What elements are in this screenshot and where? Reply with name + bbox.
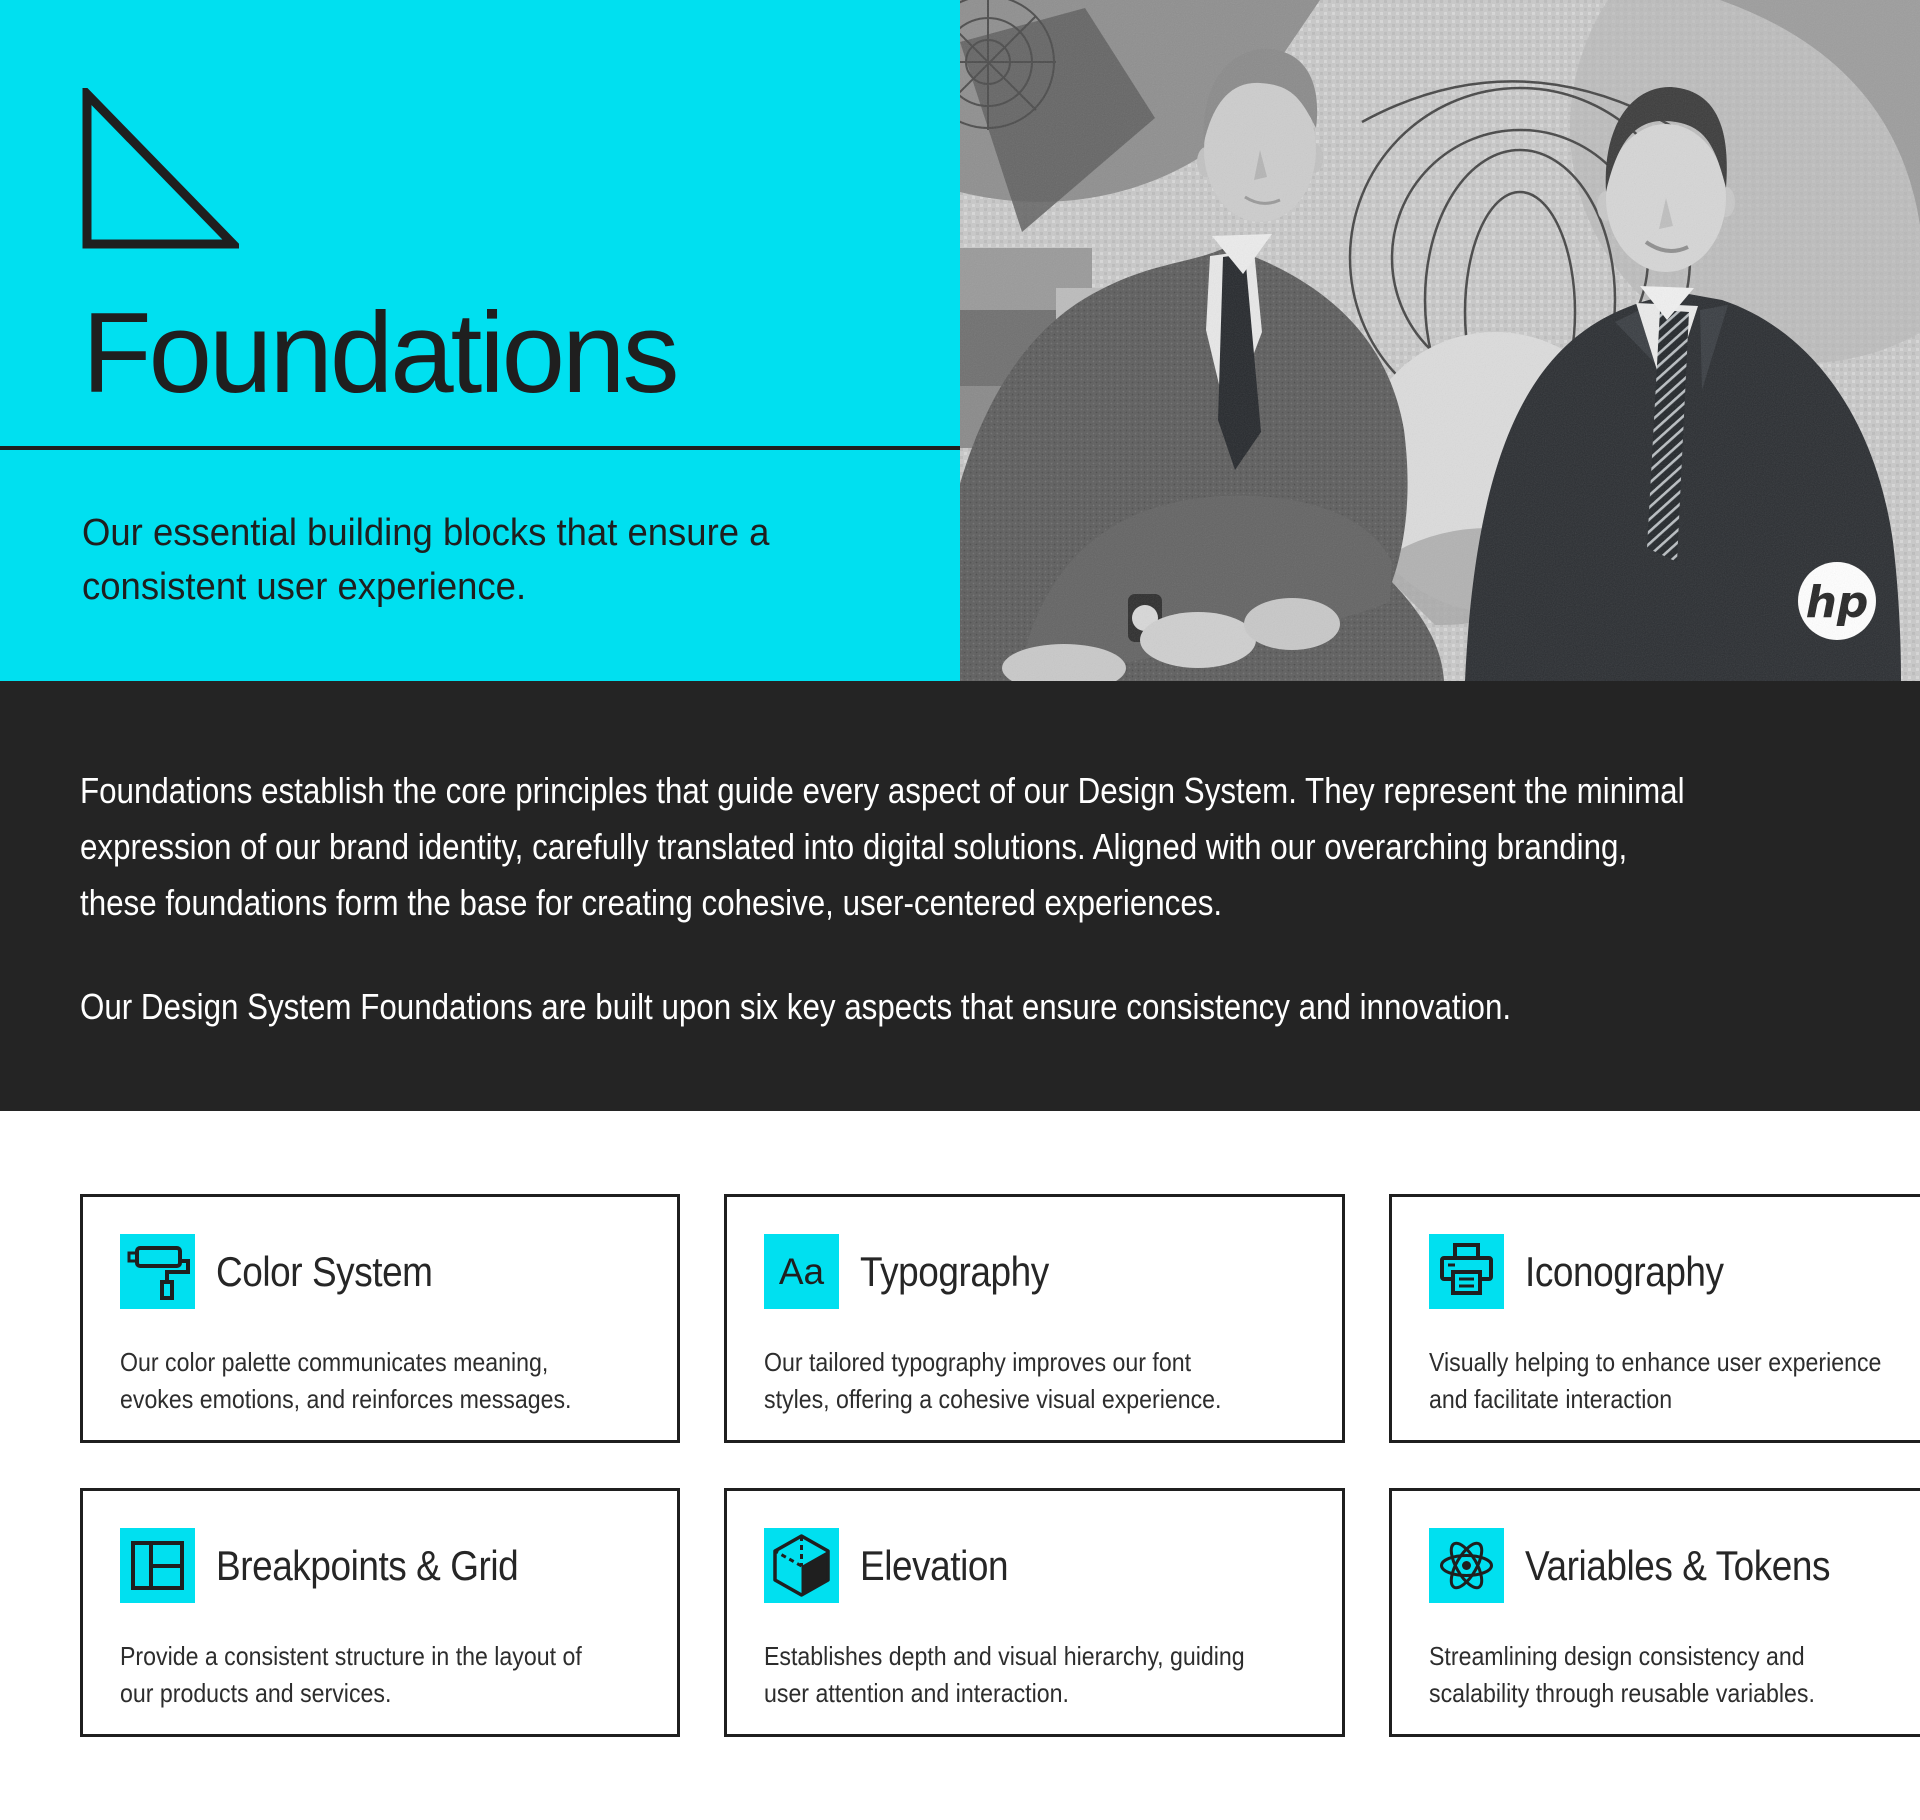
card-elevation[interactable] <box>724 1488 1345 1737</box>
card-description <box>1429 1638 1920 1712</box>
typography-aa-icon <box>764 1234 839 1309</box>
triangle-logo-icon <box>82 0 960 255</box>
card-header <box>1429 1234 1920 1309</box>
founders-photo-illustration <box>960 0 1920 681</box>
card-desc-line: user attention and interaction. <box>763 1678 1069 1708</box>
card-title: Variables & Tokens <box>1524 1541 1830 1589</box>
page-subtitle <box>82 506 925 614</box>
card-desc-line: styles, offering a cohesive visual experience. <box>763 1384 1222 1414</box>
card-description <box>120 1638 639 1712</box>
intro-p1-line2: expression of our brand identity, carefully translated into digital solutions. Aligned with our overarching branding, <box>80 826 1628 867</box>
printer-icon <box>1429 1234 1504 1309</box>
card-header <box>764 1528 1304 1603</box>
card-header <box>764 1234 1304 1309</box>
subtitle-line-1: Our essential building blocks that ensure a <box>82 512 770 554</box>
card-iconography[interactable] <box>1389 1194 1920 1443</box>
page-title: Foundations <box>82 290 677 417</box>
card-desc-line: Our tailored typography improves our font <box>763 1347 1191 1377</box>
card-header <box>120 1234 639 1309</box>
card-title: Elevation <box>859 1541 1008 1589</box>
hero-intro-panel <box>0 0 960 681</box>
card-title: Breakpoints & Grid <box>216 1541 519 1589</box>
card-header <box>120 1528 639 1603</box>
card-breakpoints-grid[interactable] <box>80 1488 680 1737</box>
foundations-card-grid <box>0 1111 1920 1820</box>
intro-paragraph-2 <box>80 979 1840 1035</box>
card-description <box>120 1344 639 1418</box>
triangle-outline-icon <box>82 88 239 250</box>
card-description <box>764 1344 1304 1418</box>
card-desc-line: Visually helping to enhance user experience <box>1428 1347 1882 1377</box>
card-description <box>1429 1344 1920 1418</box>
card-desc-line: Provide a consistent structure in the layout of <box>120 1641 582 1671</box>
card-title: Color System <box>216 1247 433 1295</box>
card-desc-line: scalability through reusable variables. <box>1428 1678 1815 1708</box>
card-title: Typography <box>859 1247 1049 1295</box>
intro-p2-line1: Our Design System Foundations are built upon six key aspects that ensure consistency and innovation. <box>80 986 1512 1027</box>
card-color-system[interactable] <box>80 1194 680 1443</box>
svg-text:Aa: Aa <box>778 1251 824 1292</box>
card-header <box>1429 1528 1920 1603</box>
cube-3d-icon <box>764 1528 839 1603</box>
title-divider <box>0 446 960 450</box>
card-desc-line: Establishes depth and visual hierarchy, guiding <box>763 1641 1245 1671</box>
intro-paragraph-1 <box>80 763 1840 931</box>
paint-roller-icon <box>120 1234 195 1309</box>
founders-photo <box>960 0 1920 681</box>
card-title: Iconography <box>1524 1247 1724 1295</box>
hero-section <box>0 0 1920 681</box>
intro-section <box>0 681 1920 1111</box>
card-desc-line: Streamlining design consistency and <box>1428 1641 1805 1671</box>
card-desc-line: Our color palette communicates meaning, <box>120 1347 549 1377</box>
card-desc-line: and facilitate interaction <box>1428 1384 1673 1414</box>
atom-icon <box>1429 1528 1504 1603</box>
intro-p1-line3: these foundations form the base for creating cohesive, user-centered experiences. <box>80 882 1223 923</box>
card-typography[interactable] <box>724 1194 1345 1443</box>
card-variables-tokens[interactable] <box>1389 1488 1920 1737</box>
card-description <box>764 1638 1304 1712</box>
subtitle-line-2: consistent user experience. <box>82 566 527 608</box>
grid-layout-icon <box>120 1528 195 1603</box>
intro-p1-line1: Foundations establish the core principles that guide every aspect of our Design System. They represent the minimal <box>80 770 1685 811</box>
card-desc-line: our products and services. <box>120 1678 392 1708</box>
card-desc-line: evokes emotions, and reinforces messages. <box>120 1384 572 1414</box>
